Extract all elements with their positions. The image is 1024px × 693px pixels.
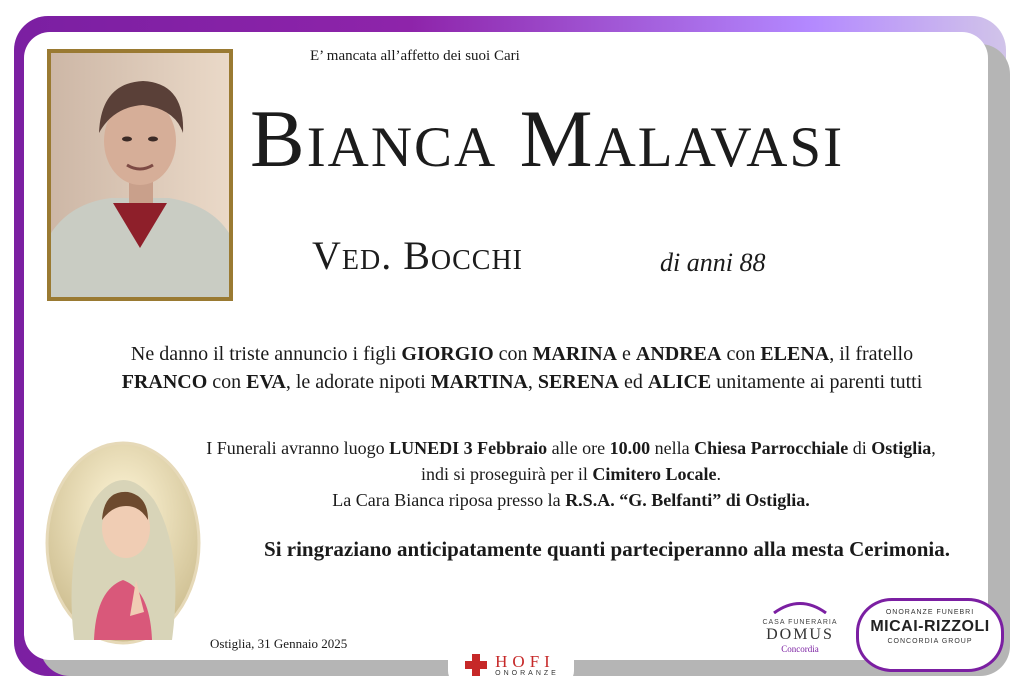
text-segment: indi si proseguirà per il	[420, 464, 593, 484]
text-segment: .	[716, 464, 722, 484]
bold-segment: Ostiglia	[871, 438, 932, 458]
text-segment: con	[493, 343, 533, 365]
thanks-text: Si ringraziano anticipatamente quanti parteciperanno alla mesta Cerimonia.	[264, 537, 950, 561]
intro-text: E’ mancata all’affetto dei suoi Cari	[310, 48, 520, 64]
deceased-photo	[47, 49, 233, 301]
bold-segment: LUNEDI 3 Febbraio	[389, 438, 548, 458]
text-segment: I Funerali avranno luogo	[206, 438, 390, 458]
domus-mid: DOMUS	[766, 626, 834, 643]
text-segment: di	[848, 438, 872, 458]
announcement-line-1	[60, 340, 984, 368]
bold-segment: EVA	[246, 371, 286, 393]
text-segment: ,	[527, 371, 538, 393]
funeral-info	[160, 435, 982, 513]
widow-of: Ved. Bocchi	[312, 233, 524, 278]
text-segment: ,	[931, 438, 936, 458]
deceased-name: Bianca Malavasi	[250, 93, 845, 184]
domus-logo	[750, 600, 850, 654]
text-segment: e	[616, 343, 636, 365]
age-text: di anni 88	[660, 248, 766, 277]
domus-arc-icon	[770, 600, 830, 614]
funeral-line-1	[160, 435, 982, 461]
announcement-line-2	[60, 368, 984, 396]
bold-segment: ANDREA	[635, 343, 722, 365]
text-segment: Ne danno il triste annuncio i figli	[130, 343, 402, 365]
text-segment: con	[207, 371, 247, 393]
bold-segment: Cimitero Locale	[592, 464, 717, 484]
domus-bot: Concordia	[781, 644, 819, 654]
text-segment: La Cara Bianca riposa presso la	[332, 490, 566, 510]
bold-segment: ALICE	[647, 371, 712, 393]
madonna-image	[44, 440, 202, 646]
bold-segment: 10.00	[609, 438, 651, 458]
text-segment: nella	[650, 438, 695, 458]
bold-segment: MARTINA	[430, 371, 528, 393]
text-segment: ed	[618, 371, 648, 393]
micai-bot: CONCORDIA GROUP	[887, 638, 973, 645]
date-place: Ostiglia, 31 Gennaio 2025	[210, 636, 348, 651]
hofi-name: HOFI	[495, 652, 555, 671]
text-segment: , le adorate nipoti	[285, 371, 431, 393]
text-segment: , il fratello	[829, 343, 914, 365]
text-segment: alle ore	[547, 438, 610, 458]
micai-top: ONORANZE FUNEBRI	[885, 609, 975, 616]
text-segment: con	[721, 343, 761, 365]
hofi-sub: ONORANZE	[495, 670, 559, 677]
domus-top: CASA FUNERARIA	[762, 619, 838, 626]
bold-segment: R.S.A. “G. Belfanti” di Ostiglia.	[565, 490, 810, 510]
bold-segment: SERENA	[537, 371, 619, 393]
text-segment: unitamente ai parenti tutti	[711, 371, 923, 393]
bold-segment: FRANCO	[121, 371, 208, 393]
bold-segment: MARINA	[532, 343, 617, 365]
hofi-logo	[448, 645, 574, 685]
madonna-icon	[44, 440, 202, 646]
announcement	[60, 340, 984, 396]
bold-segment: ELENA	[760, 343, 830, 365]
portrait-image	[51, 53, 229, 297]
bold-segment: Chiesa Parrocchiale	[694, 438, 849, 458]
funeral-line-3	[160, 487, 982, 513]
funeral-line-2	[160, 461, 982, 487]
micai-rizzoli-logo	[856, 598, 1004, 672]
micai-mid: MICAI-RIZZOLI	[870, 618, 990, 635]
hofi-cross-icon	[463, 652, 489, 678]
bold-segment: GIORGIO	[401, 343, 494, 365]
